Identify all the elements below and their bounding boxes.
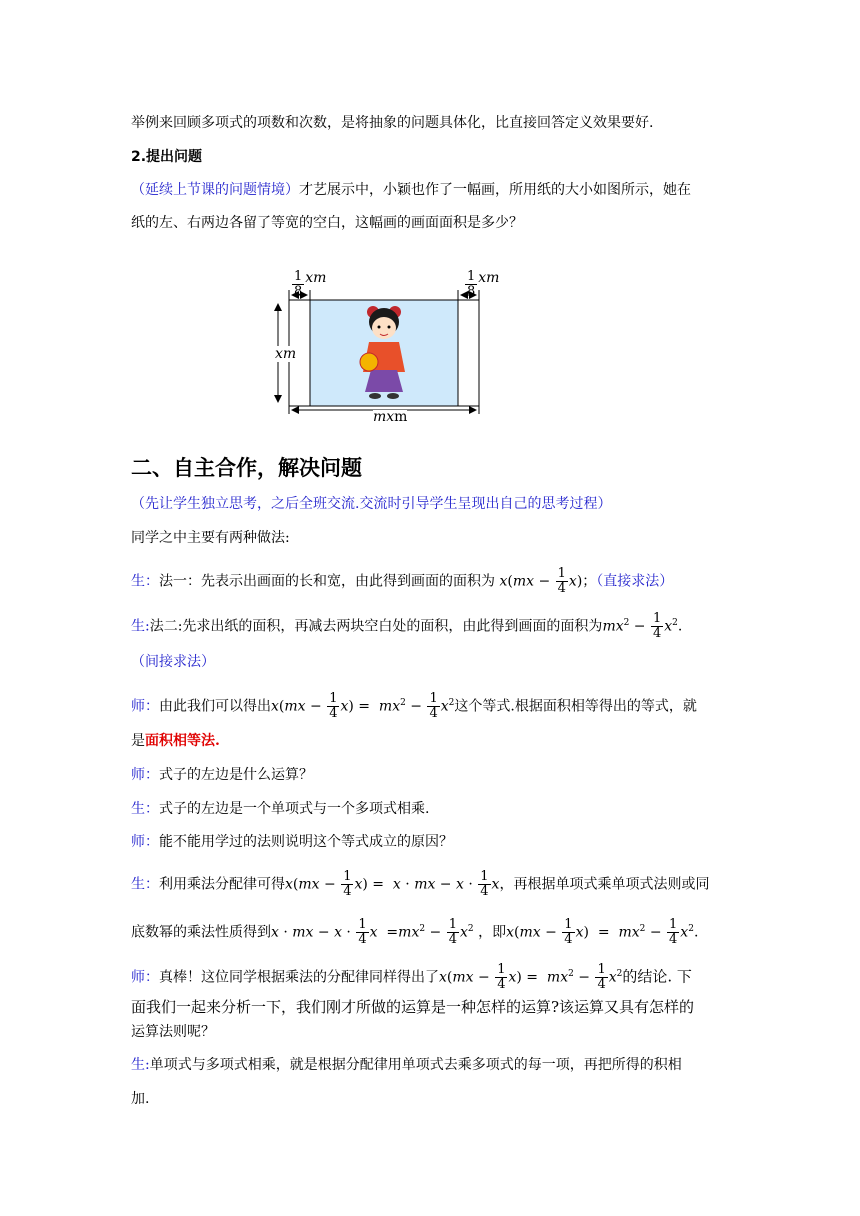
problem-text: 才艺展示中，小颖也作了一幅画，所用纸的大小如图所示，她在: [299, 182, 691, 198]
student-answer-3-line2: 加.: [131, 1091, 150, 1107]
paragraph-recap: 举例来回顾多项式的项数和次数，是将抽象的问题具体化，比直接回答定义效果要好.: [131, 115, 654, 131]
note-continuation: （延续上节课的问题情境）: [131, 182, 299, 198]
teacher-praise-line3: 运算法则呢？: [131, 1024, 215, 1040]
intro-text: 同学之中主要有两种做法:: [131, 530, 290, 546]
teacher-equation-line: 师：由此我们可以得出x(mx − $\frac{1}{4}$ $x) = mx^2$ − $\frac{1}{4}$ $x^2$这个等式.根据面积相等得出的等式，就: [131, 691, 697, 721]
teacher-question-1: 师：式子的左边是什么运算？: [131, 767, 313, 783]
teacher-question-2: 师：能不能用学过的法则说明这个等式成立的原因？: [131, 834, 453, 850]
student-answer-1: 生：式子的左边是一个单项式与一个多项式相乘.: [131, 801, 430, 817]
label-left-margin: $\frac{1}{8}$ xm: [294, 269, 327, 299]
paragraph-problem-line2: 纸的左、右两边各留了等宽的空白，这幅画的画面面积是多少？: [131, 215, 523, 231]
method-two-note: （间接求法）: [131, 654, 215, 670]
student-answer-2-line2: 底数幂的乘法性质得到x · mx − x · $\frac{1}{4}$ $x =mx^2$ − $\frac{1}{4}$ $x^2$ ，即x(mx − $\frac{1}{4}$ $x) = mx^2$ − $\frac{1}{4}$ $x^2$.: [131, 917, 699, 947]
label-width: mxm: [373, 409, 408, 425]
student-answer-3-line1: 生:单项式与多项式相乘，就是根据分配律用单项式去乘多项式的每一项，再把所得的积相: [131, 1057, 682, 1073]
painting-figure: [265, 262, 510, 424]
section-title: 二、自主合作，解决问题: [131, 456, 362, 480]
teacher-praise-line2: 面我们一起来分析一下，我们刚才所做的运算是一种怎样的运算?该运算又具有怎样的: [131, 998, 695, 1016]
heading-ask-question: 2.提出问题: [131, 149, 203, 165]
label-right-margin: $\frac{1}{8}$ xm: [467, 269, 500, 299]
area-equal-method: 是面积相等法.: [131, 733, 220, 749]
teacher-praise-line1: 师：真棒！这位同学根据乘法的分配律同样得出了x(mx − $\frac{1}{4}$ $x) = mx^2$ − $\frac{1}{4}$ $x^2$的结论. 下: [131, 962, 692, 992]
method-two: 生:法二:先求出纸的面积，再减去两块空白处的面积，由此得到画面的面积为$mx^2$ − $\frac{1}{4}$ $x^2$.: [131, 611, 683, 641]
method-one: 生：法一：先表示出画面的长和宽，由此得到画面的面积为 x(mx − $\frac{1}{4}$ x)；（直接求法）: [131, 566, 674, 596]
teaching-note: （先让学生独立思考，之后全班交流.交流时引导学生呈现出自己的思考过程）: [131, 496, 612, 512]
student-answer-2-line1: 生：利用乘法分配律可得x(mx − $\frac{1}{4}$ x) = x · mx − x · $\frac{1}{4}$ x，再根据单项式乘单项式法则或同: [131, 869, 710, 899]
label-height: xm: [275, 346, 297, 362]
paragraph-problem-line1: [131, 180, 691, 200]
